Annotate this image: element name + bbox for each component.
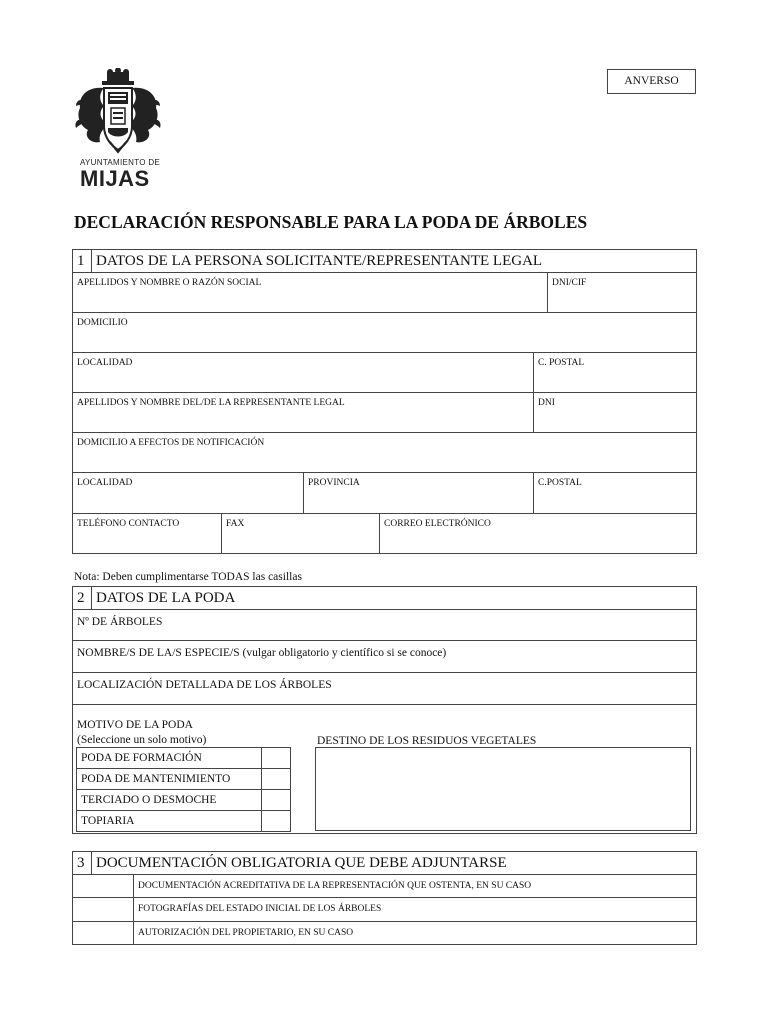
representante-label: APELLIDOS Y NOMBRE DEL/DE LA REPRESENTANTE LEGAL [77,398,345,408]
fax-label: FAX [226,519,245,529]
motivo-option [76,747,262,769]
correo-field[interactable] [379,513,697,554]
localidad2-label: LOCALIDAD [77,478,133,488]
apellidos-field[interactable] [72,272,548,313]
telefono-field[interactable] [72,513,222,554]
motivo-checkbox[interactable] [261,747,291,769]
num-arboles-field[interactable] [72,609,697,641]
section-1-number-cell [72,249,92,273]
motivo-checkbox[interactable] [261,768,291,790]
motivo-option [76,768,262,790]
localizacion-field[interactable] [72,672,697,705]
cpostal2-label: C.POSTAL [538,478,582,488]
domicilio-field[interactable] [72,312,697,353]
provincia-label: PROVINCIA [308,478,360,488]
motivo-checkbox[interactable] [261,810,291,832]
doc-checkbox[interactable] [72,874,134,898]
motivo-option-label: PODA DE FORMACIÓN [81,752,202,764]
destino-residuos-textarea[interactable] [315,747,691,831]
localidad-label: LOCALIDAD [77,358,133,368]
section-2-title: DATOS DE LA PODA [96,590,236,606]
doc-checkbox[interactable] [72,897,134,922]
anverso-label: ANVERSO [624,75,679,87]
form-title: DECLARACIÓN RESPONSABLE PARA LA PODA DE ÁRBOLES [74,212,588,232]
motivo-option-label: TERCIADO O DESMOCHE [81,794,217,806]
apellidos-label: APELLIDOS Y NOMBRE O RAZÓN SOCIAL [77,278,262,288]
motivo-option [76,810,262,832]
doc-item-label: DOCUMENTACIÓN ACREDITATIVA DE LA REPRESENTACIÓN QUE OSTENTA, EN SU CASO [138,881,532,891]
motivo-title: MOTIVO DE LA PODA [77,719,193,731]
section-2-number-cell [72,586,92,610]
fax-field[interactable] [221,513,380,554]
nota-text: Nota: Deben cumplimentarse TODAS las casillas [74,571,302,583]
destino-title: DESTINO DE LOS RESIDUOS VEGETALES [317,735,537,747]
telefono-label: TELÉFONO CONTACTO [77,519,180,529]
doc-item [133,874,697,898]
provincia-field[interactable] [303,472,534,514]
doc-item [133,897,697,922]
section-1-title: DATOS DE LA PERSONA SOLICITANTE/REPRESENTANTE LEGAL [96,253,543,269]
doc-item-label: FOTOGRAFÍAS DEL ESTADO INICIAL DE LOS ÁRBOLES [138,904,382,914]
motivo-option [76,789,262,811]
localidad2-field[interactable] [72,472,304,514]
dni-field[interactable] [533,392,697,433]
cpostal-label: C. POSTAL [538,358,585,368]
especies-field[interactable] [72,640,697,673]
localidad-field[interactable] [72,352,534,393]
cpostal2-field[interactable] [533,472,697,514]
section-3-title-cell [91,851,697,875]
doc-checkbox[interactable] [72,921,134,945]
dnicif-field[interactable] [547,272,697,313]
section-2-title-cell [91,586,697,610]
motivo-option-label: TOPIARIA [81,815,135,827]
logo-bottom-text: MIJAS [80,166,150,191]
num-arboles-label: Nº DE ÁRBOLES [77,616,163,628]
cpostal-field[interactable] [533,352,697,393]
motivo-option-label: PODA DE MANTENIMIENTO [81,773,231,785]
section-2-number: 2 [77,590,85,606]
section-1-title-cell [91,249,697,273]
section-3-number-cell [72,851,92,875]
especies-label: NOMBRE/S DE LA/S ESPECIE/S (vulgar obligatorio y científico si se conoce) [77,647,447,659]
dni-label: DNI [538,398,555,408]
localizacion-label: LOCALIZACIÓN DETALLADA DE LOS ÁRBOLES [77,679,332,691]
municipal-logo [74,68,162,192]
domicilio-label: DOMICILIO [77,318,128,328]
logo-top-text: AYUNTAMIENTO DE [80,158,161,167]
doc-item-label: AUTORIZACIÓN DEL PROPIETARIO, EN SU CASO [138,928,354,938]
motivo-checkbox[interactable] [261,789,291,811]
representante-field[interactable] [72,392,534,433]
domicilio-notificacion-field[interactable] [72,432,697,473]
correo-label: CORREO ELECTRÓNICO [384,519,491,529]
motivo-subtitle: (Seleccione un solo motivo) [77,734,207,746]
domicilio-notificacion-label: DOMICILIO A EFECTOS DE NOTIFICACIÓN [77,438,265,448]
doc-item [133,921,697,945]
section-1-number: 1 [77,253,85,269]
section-3-number: 3 [77,855,85,871]
section-3-title: DOCUMENTACIÓN OBLIGATORIA QUE DEBE ADJUNTARSE [96,855,507,871]
anverso-box [607,69,696,94]
dnicif-label: DNI/CIF [552,278,587,288]
coat-of-arms-icon [74,68,162,158]
